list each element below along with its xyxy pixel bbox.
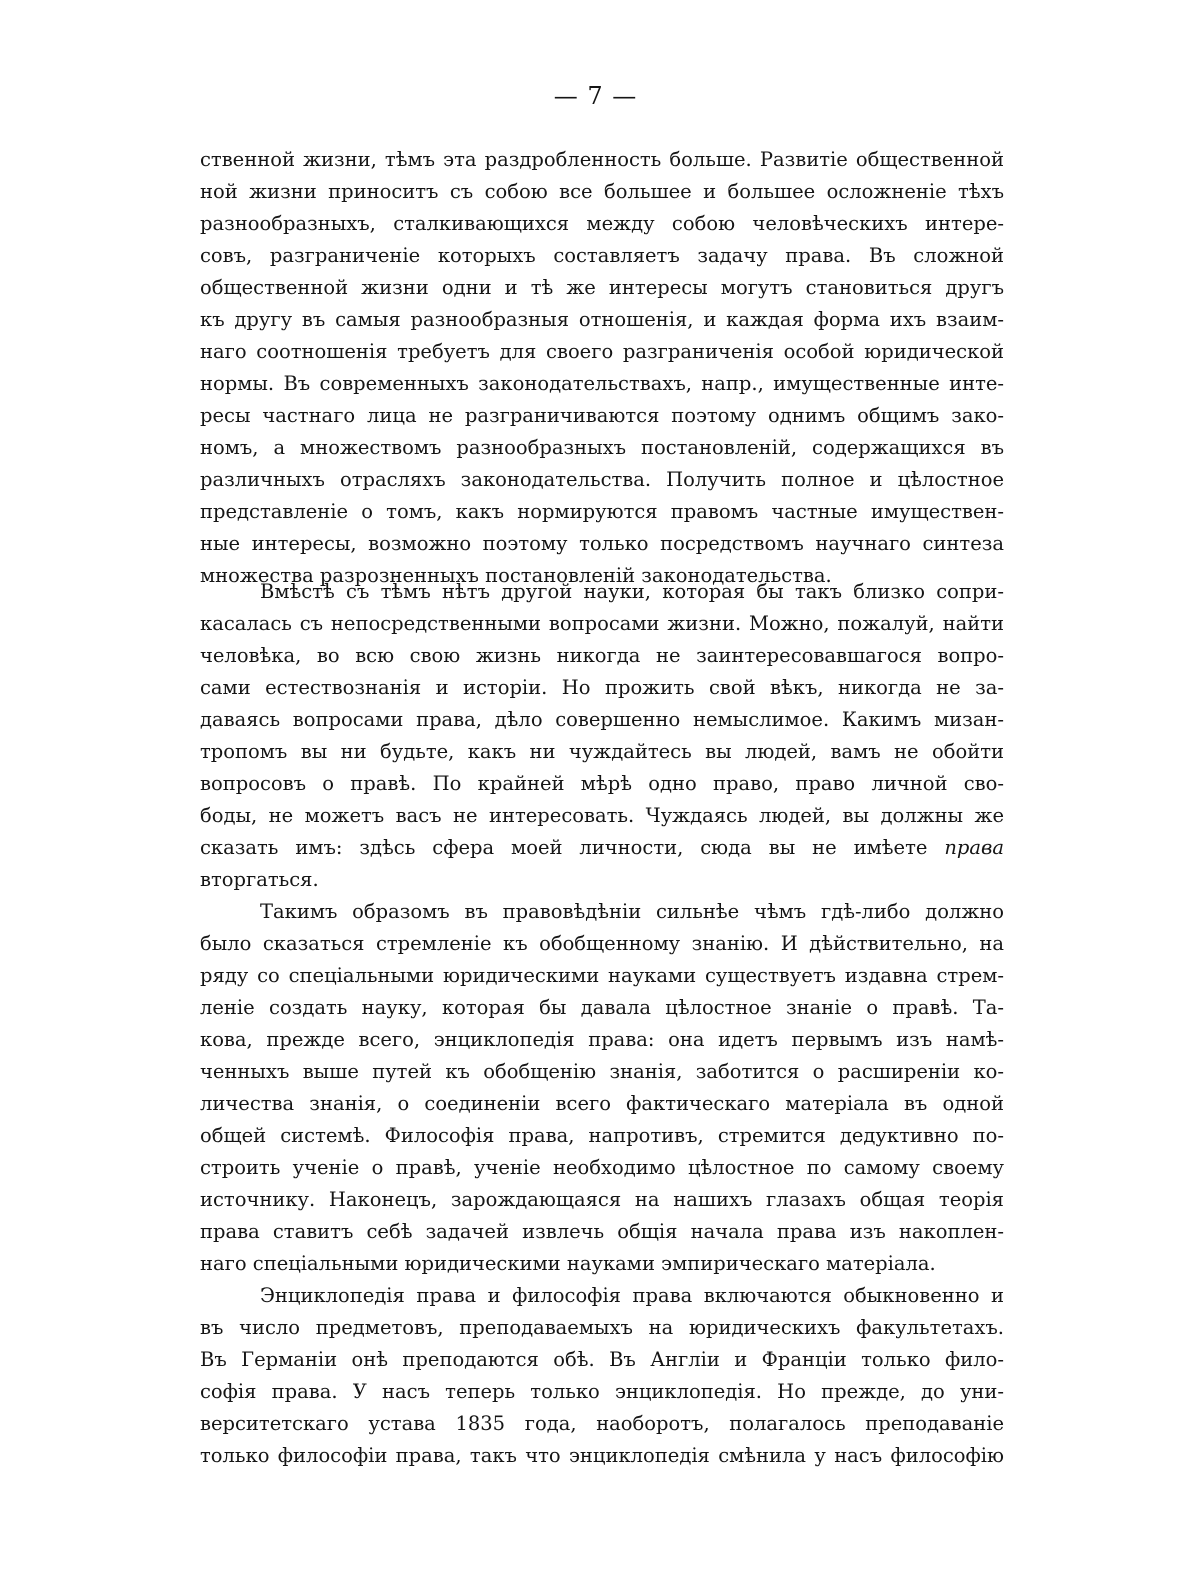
text-line: источнику. Наконецъ, зарождающаяся на нашихъ глазахъ общая теорія: [200, 1188, 1004, 1211]
text-line: различныхъ отрасляхъ законодательства. Получить полное и цѣлостное: [200, 468, 1004, 491]
text-line: Въ Германіи онѣ преподаются обѣ. Въ Англіи и Франціи только фило-: [200, 1348, 1004, 1371]
text-line: номъ, а множествомъ разнообразныхъ постановленій, содержащихся въ: [200, 436, 1004, 459]
text-line: ственной жизни, тѣмъ эта раздробленность больше. Развитіе общественной: [200, 148, 1004, 171]
text-line: ченныхъ выше путей къ обобщенію знанія, заботится о расширеніи ко-: [200, 1060, 1004, 1083]
text-line: множества разрозненныхъ постановленій законодательства.: [200, 564, 832, 587]
text-line: къ другу въ самыя разнообразныя отношенія, и каждая форма ихъ взаим-: [200, 308, 1004, 331]
text-line: ной жизни приноситъ съ собою все большее и большее осложненіе тѣхъ: [200, 180, 1004, 203]
text-line: наго спеціальными юридическими науками эмпирическаго матеріала.: [200, 1252, 936, 1275]
text-line: касалась съ непосредственными вопросами жизни. Можно, пожалуй, найти: [200, 612, 1004, 635]
italic-word: права: [944, 836, 1004, 859]
text-line: верситетскаго устава 1835 года, наоборотъ, полагалось преподаваніе: [200, 1412, 1004, 1435]
text-line: разнообразныхъ, сталкивающихся между собою человѣческихъ интере-: [200, 212, 1004, 235]
text-line: только философіи права, такъ что энциклопедія смѣнила у насъ философію: [200, 1444, 1004, 1467]
text-line: права ставитъ себѣ задачей извлечь общія начала права изъ накоплен-: [200, 1220, 1004, 1243]
text-line: личества знанія, о соединеніи всего фактическаго матеріала въ одной: [200, 1092, 1004, 1115]
text-line: даваясь вопросами права, дѣло совершенно немыслимое. Какимъ мизан-: [200, 708, 1004, 731]
text-line: леніе создать науку, которая бы давала цѣлостное знаніе о правѣ. Та-: [200, 996, 1004, 1019]
text-line: вторгаться.: [200, 868, 319, 891]
text-line: ные интересы, возможно поэтому только посредствомъ научнаго синтеза: [200, 532, 1004, 555]
page-number: — 7 —: [553, 82, 638, 110]
line-text: сказать имъ: здѣсь сфера моей личности, сюда вы не имѣете: [200, 836, 928, 859]
text-line: кова, прежде всего, энциклопедія права: она идетъ первымъ изъ намѣ-: [200, 1028, 1004, 1051]
text-line: Энциклопедія права и философія права включаются обыкновенно и: [260, 1284, 1004, 1307]
text-line: общей системѣ. Философія права, напротивъ, стремится дедуктивно по-: [200, 1124, 1004, 1147]
text-line: боды, не можетъ васъ не интересовать. Чуждаясь людей, вы должны же: [200, 804, 1004, 827]
text-line: Вмѣстѣ съ тѣмъ нѣтъ другой науки, которая бы такъ близко сопри-: [260, 580, 1004, 603]
text-line-with-italic: [200, 832, 1004, 863]
text-line: сами естествознанія и исторіи. Но прожить свой вѣкъ, никогда не за-: [200, 676, 1004, 699]
text-line: человѣка, во всю свою жизнь никогда не заинтересовавшагося вопро-: [200, 644, 1004, 667]
text-line: софія права. У насъ теперь только энциклопедія. Но прежде, до уни-: [200, 1380, 1004, 1403]
text-line: въ число предметовъ, преподаваемыхъ на юридическихъ факультетахъ.: [200, 1316, 1004, 1339]
text-line: совъ, разграниченіе которыхъ составляетъ задачу права. Въ сложной: [200, 244, 1004, 267]
text-line: наго соотношенія требуетъ для своего разграниченія особой юридической: [200, 340, 1004, 363]
text-line: нормы. Въ современныхъ законодательствахъ, напр., имущественные инте-: [200, 372, 1004, 395]
text-line: тропомъ вы ни будьте, какъ ни чуждайтесь вы людей, вамъ не обойти: [200, 740, 1004, 763]
text-line: вопросовъ о правѣ. По крайней мѣрѣ одно право, право личной сво-: [200, 772, 1004, 795]
text-line: ресы частнаго лица не разграничиваются поэтому однимъ общимъ зако-: [200, 404, 1004, 427]
text-line: ряду со спеціальными юридическими науками существуетъ издавна стрем-: [200, 964, 1004, 987]
text-line: Такимъ образомъ въ правовѣдѣніи сильнѣе чѣмъ гдѣ-либо должно: [260, 900, 1004, 923]
text-line: было сказаться стремленіе къ обобщенному знанію. И дѣйствительно, на: [200, 932, 1004, 955]
text-line: строить ученіе о правѣ, ученіе необходимо цѣлостное по самому своему: [200, 1156, 1004, 1179]
text-line: общественной жизни одни и тѣ же интересы могутъ становиться другъ: [200, 276, 1004, 299]
text-line: представленіе о томъ, какъ нормируются правомъ частные имуществен-: [200, 500, 1004, 523]
